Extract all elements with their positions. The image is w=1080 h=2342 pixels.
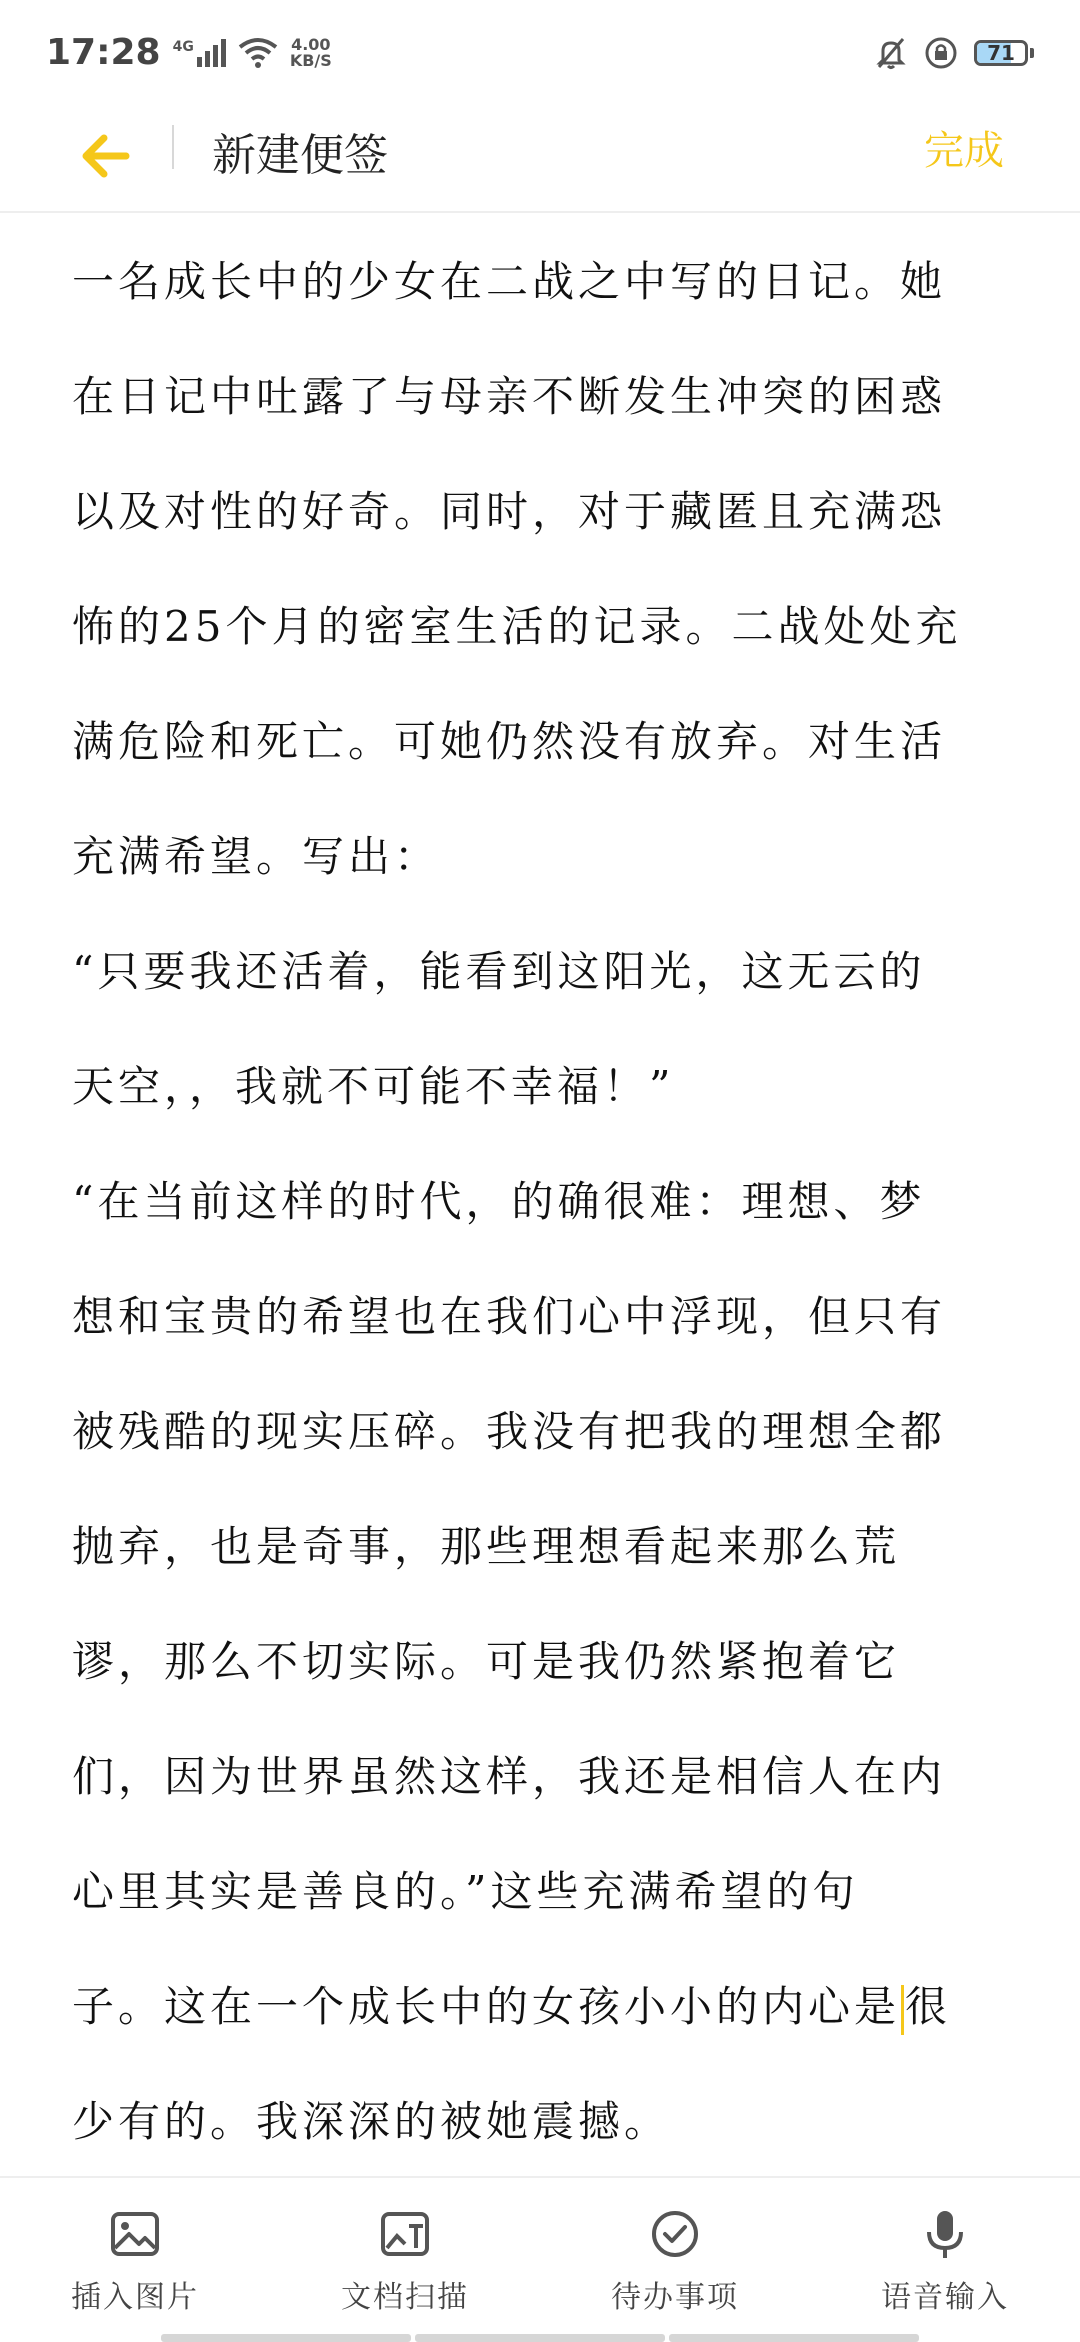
voice-input-label: 语音输入 <box>881 2280 1009 2315</box>
note-line: 被残酷的现实压碎。我没有把我的理想全都 <box>72 1407 947 1456</box>
network-speed-value: 4.00 <box>291 34 331 54</box>
network-speed <box>289 34 332 70</box>
note-line: “只要我还活着，能看到这阳光，这无云的 <box>72 947 926 996</box>
text-after-cursor: 很 <box>905 1982 952 2031</box>
insert-image-button[interactable] <box>0 2178 270 2342</box>
note-line: 充满希望。写出： <box>72 832 441 881</box>
note-line: 在日记中吐露了与母亲不断发生冲突的困惑 <box>72 372 947 421</box>
note-editor[interactable] <box>72 224 1008 2164</box>
note-line: 们，因为世界虽然这样，我还是相信人在内 <box>72 1752 947 1801</box>
battery-indicator <box>974 40 1034 66</box>
bell-muted-icon <box>874 36 908 70</box>
document-scan-button[interactable] <box>270 2178 540 2342</box>
note-line: 谬，那么不切实际。可是我仍然紧抱着它 <box>72 1637 901 1686</box>
signal-icon <box>173 39 226 67</box>
wifi-icon <box>238 37 278 69</box>
image-icon <box>109 2208 161 2260</box>
note-line: 以及对性的好奇。同时，对于藏匿且充满恐 <box>72 487 947 536</box>
nav-bar-hint <box>0 2334 1080 2342</box>
app-bar <box>0 105 1080 213</box>
microphone-icon <box>919 2208 971 2260</box>
note-line: 怖的25个月的密室生活的记录。二战处处充 <box>72 602 962 651</box>
voice-input-button[interactable] <box>810 2178 1080 2342</box>
done-button[interactable]: 完成 <box>924 128 1004 174</box>
status-bar <box>0 0 1080 105</box>
note-line: 少有的。我深深的被她震撼。 <box>72 2097 671 2146</box>
rotation-lock-icon <box>924 36 958 70</box>
signal-type: 4G <box>172 38 194 55</box>
page-title: 新建便签 <box>212 130 388 181</box>
note-line: 一名成长中的少女在二战之中写的日记。她 <box>72 257 947 306</box>
battery-tip <box>1030 48 1034 58</box>
note-line-with-cursor <box>72 1949 1008 2064</box>
back-button[interactable] <box>74 125 136 187</box>
network-speed-unit: KB/S <box>289 50 332 70</box>
todo-button[interactable] <box>540 2178 810 2342</box>
text-cursor <box>901 1985 904 2035</box>
status-time: 17:28 <box>46 32 161 73</box>
scan-icon <box>379 2208 431 2260</box>
note-line: 天空，，我就不可能不幸福！” <box>72 1062 675 1111</box>
arrow-left-icon <box>80 134 130 178</box>
checkmark-icon <box>649 2208 701 2260</box>
note-line: 想和宝贵的希望也在我们心中浮现，但只有 <box>72 1292 947 1341</box>
todo-label: 待办事项 <box>611 2280 739 2315</box>
battery-body <box>974 40 1028 66</box>
status-left <box>46 32 332 73</box>
note-line: 抛弃，也是奇事，那些理想看起来那么荒 <box>72 1522 901 1571</box>
document-scan-label: 文档扫描 <box>341 2280 469 2315</box>
bottom-toolbar <box>0 2176 1080 2342</box>
text-before-cursor: 子。这在一个成长中的女孩小小的内心是 <box>72 1982 901 2031</box>
insert-image-label: 插入图片 <box>71 2280 199 2315</box>
status-right <box>874 36 1034 70</box>
app-bar-divider <box>172 125 174 169</box>
note-line: “在当前这样的时代，的确很难：理想、梦 <box>72 1177 926 1226</box>
note-line: 满危险和死亡。可她仍然没有放弃。对生活 <box>72 717 947 766</box>
note-line: 心里其实是善良的。”这些充满希望的句 <box>72 1867 859 1916</box>
battery-level: 71 <box>987 40 1015 65</box>
